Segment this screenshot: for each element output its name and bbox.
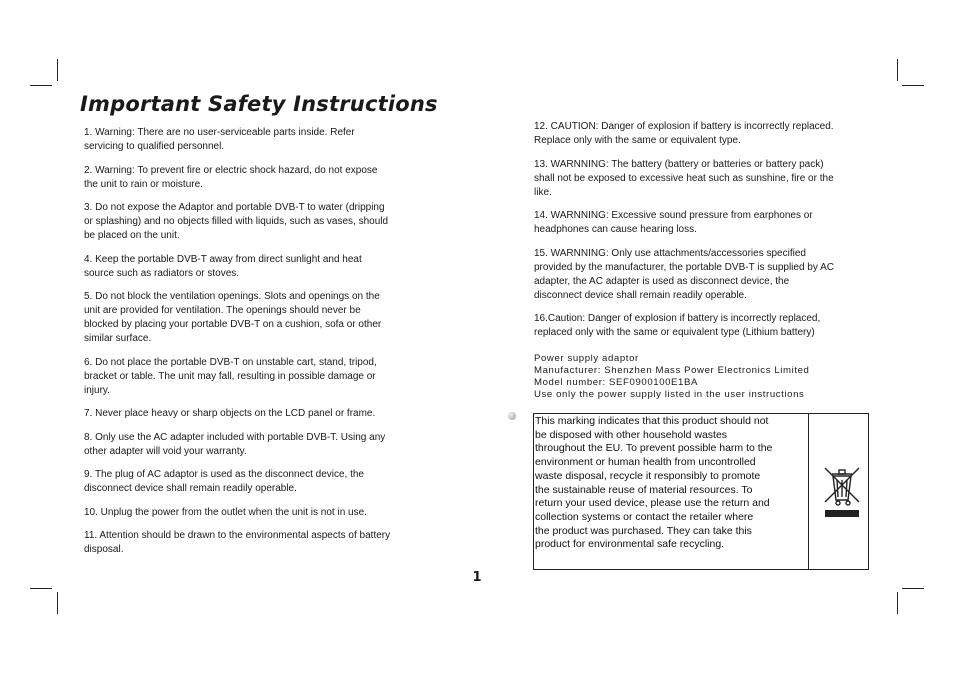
weee-notice-text bbox=[535, 415, 805, 552]
left-column bbox=[84, 126, 394, 567]
safety-item: 16.Caution: Danger of explosion if battery is incorrectly replaced, replaced only with the same or equivalent type (Lithium battery) bbox=[534, 313, 821, 338]
page-title: Important Safety Instructions bbox=[80, 92, 438, 116]
crop-mark bbox=[897, 592, 898, 614]
safety-item: 5. Do not block the ventilation openings. Slots and openings on the unit are provided for ventilation. The openings should never be blocked by placing your portable DVB-T on a cushion, sofa or other similar surface. bbox=[84, 291, 382, 344]
weee-line: the product was purchased. They can take this bbox=[535, 524, 752, 537]
safety-item: 13. WARNNING: The battery (battery or batteries or battery pack) shall not be exposed to excessive heat such as sunshine, fire or the like. bbox=[534, 158, 834, 198]
safety-item: 9. The plug of AC adaptor is used as the disconnect device, the disconnect device shall remain readily operable. bbox=[84, 469, 364, 494]
weee-box-divider bbox=[808, 414, 809, 569]
power-supply-line: Manufacturer: Shenzhen Mass Power Electronics Limited bbox=[534, 365, 810, 376]
weee-line: be disposed with other household wastes bbox=[535, 428, 728, 441]
weee-line: throughout the EU. To prevent possible harm to the bbox=[535, 442, 773, 455]
weee-line: environment or human health from uncontrolled bbox=[535, 456, 756, 469]
weee-line: collection systems or contact the retailer where bbox=[535, 510, 754, 523]
safety-item: 14. WARNNING: Excessive sound pressure from earphones or headphones can cause hearing loss. bbox=[534, 210, 813, 235]
crop-mark bbox=[897, 59, 898, 81]
power-supply-line: Power supply adaptor bbox=[534, 353, 639, 364]
power-supply-info bbox=[534, 353, 839, 401]
weee-line: product for environmental safe recycling. bbox=[535, 538, 725, 551]
right-column bbox=[534, 120, 839, 401]
safety-item: 10. Unplug the power from the outlet when the unit is not in use. bbox=[84, 506, 367, 518]
weee-notice-box bbox=[533, 413, 869, 570]
safety-item: 7. Never place heavy or sharp objects on the LCD panel or frame. bbox=[84, 408, 376, 419]
weee-line: waste disposal, recycle it responsibly to promote bbox=[535, 469, 761, 482]
weee-line: This marking indicates that this product should not bbox=[535, 415, 769, 427]
bullet-dot-icon bbox=[508, 412, 516, 420]
crop-mark bbox=[57, 592, 58, 614]
safety-item: 15. WARNNING: Only use attachments/accessories specified provided by the manufacturer, the portable DVB-T is supplied by AC adapter, the AC adapter is used as disconnect device, the disconnect device shall remain readily operable. bbox=[534, 247, 834, 301]
weee-line: the sustainable reuse of material resources. To bbox=[535, 483, 753, 496]
safety-item: 2. Warning: To prevent fire or electric shock hazard, do not expose the unit to rain or moisture. bbox=[84, 164, 378, 190]
power-supply-line: Model number: SEF0900100E1BA bbox=[534, 377, 698, 388]
crop-mark bbox=[902, 588, 924, 589]
crop-mark bbox=[30, 588, 52, 589]
safety-item: 4. Keep the portable DVB-T away from direct sunlight and heat source such as radiators or stoves. bbox=[84, 253, 362, 279]
crop-mark bbox=[902, 85, 924, 86]
power-supply-line: Use only the power supply listed in the user instructions bbox=[534, 389, 805, 400]
weee-line: return your used device, please use the return and bbox=[535, 497, 770, 510]
page-number: 1 bbox=[472, 570, 482, 585]
crop-mark bbox=[57, 59, 58, 81]
safety-item: 12. CAUTION: Danger of explosion if battery is incorrectly replaced. Replace only with the same or equivalent type. bbox=[534, 121, 834, 146]
safety-item: 3. Do not expose the Adaptor and portable DVB-T to water (dripping or splashing) and no objects filled with liquids, such as vases, should be placed on the unit. bbox=[84, 202, 389, 241]
crop-mark bbox=[30, 85, 52, 86]
safety-item: 1. Warning: There are no user-serviceable parts inside. Refer servicing to qualified personnel. bbox=[84, 127, 355, 152]
safety-item: 8. Only use the AC adapter included with portable DVB-T. Using any other adapter will void your warranty. bbox=[84, 431, 386, 457]
safety-item: 6. Do not place the portable DVB-T on unstable cart, stand, tripod, bracket or table. The unit may fall, resulting in possible damage or injury. bbox=[84, 356, 377, 396]
safety-item: 11. Attention should be drawn to the environmental aspects of battery disposal. bbox=[84, 530, 391, 555]
crossed-out-wheelie-bin-icon bbox=[822, 464, 862, 524]
